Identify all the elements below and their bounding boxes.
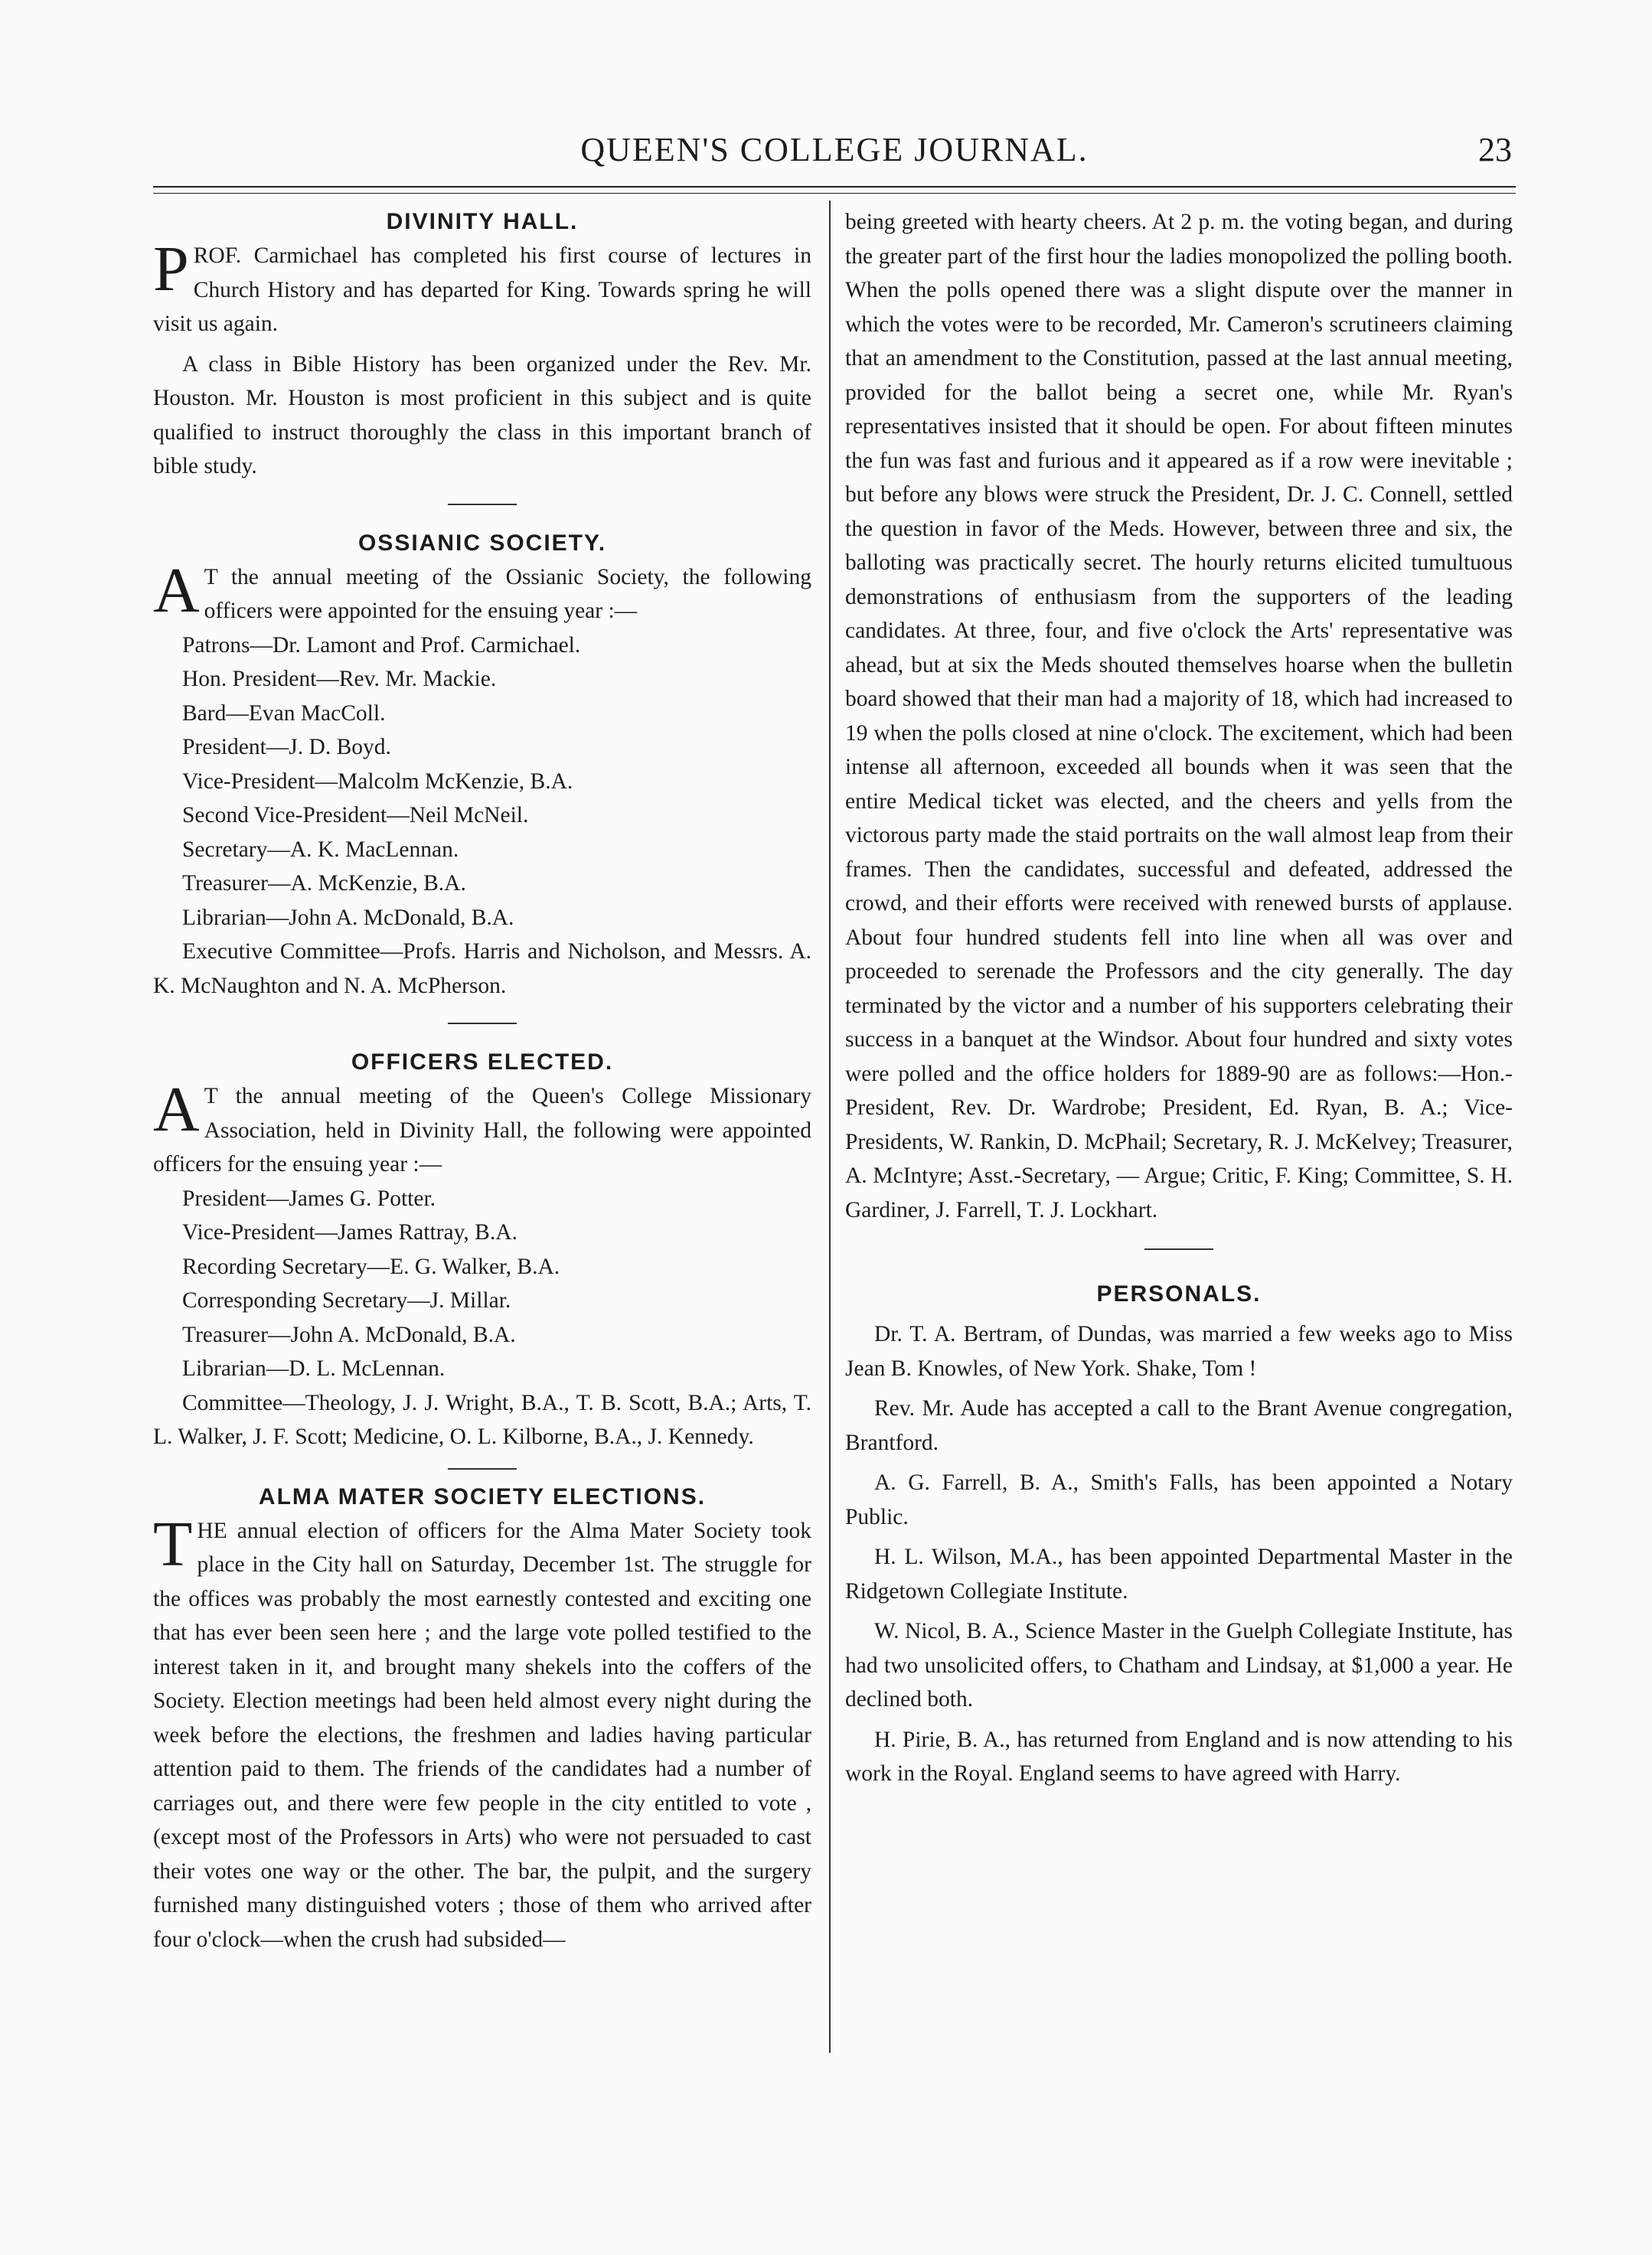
section-divider (448, 504, 517, 505)
officer-entry: Vice-President—Malcolm McKenzie, B.A. (182, 769, 573, 794)
drop-cap: P (153, 233, 189, 305)
column-divider (829, 201, 831, 2053)
right-column (845, 205, 1513, 1791)
left-column (153, 205, 811, 1956)
officer-entry: Vice-President—James Rattray, B.A. (182, 1220, 517, 1245)
personals-section (845, 1278, 1513, 1791)
header-rule (153, 186, 1516, 188)
alma-mater-text-left (153, 1508, 811, 1957)
divinity-paragraph-1 (153, 233, 811, 341)
drop-cap: A (153, 554, 200, 626)
personal-item: H. Pirie, B. A., has returned from England and is now attending to his work in the Royal. England seems to have agreed with Harry. (845, 1727, 1513, 1786)
officers-elected-section (153, 1046, 811, 1454)
officer-entry: Bard—Evan MacColl. (182, 700, 386, 726)
section-divider (448, 1468, 517, 1470)
drop-cap: A (153, 1074, 200, 1145)
officer-entry: Treasurer—John A. McDonald, B.A. (182, 1322, 516, 1347)
paragraph-text: HE annual election of officers for the Alma Mater Society took place in the City hall on Saturday, December 1st. The struggle for the offices was probably the most earnestly contested and exciting one that has ever been seen here ; and the large vote polled testified to the interest taken in it, and brought many shekels into the coffers of the Society. Election meetings had been held almost every night during the week before the elections, the freshmen and ladies having particular attention paid to them. The friends of the candidates had a number of carriages out, and there were few people in the city entitled to vote , (except most of the Professors in Arts) who were not persuaded to cast their votes one way or the other. The bar, the pulpit, and the surgery furnished many distinguished voters ; those of them who arrived after four o'clock—when the crush had subsided— (153, 1518, 811, 1952)
section-heading-divinity-hall: DIVINITY HALL. (386, 209, 579, 234)
personal-item: H. L. Wilson, M.A., has been appointed Departmental Master in the Ridgetown Collegiate Institute. (845, 1545, 1513, 1604)
officer-entry: Executive Committee—Profs. Harris and Nicholson, and Messrs. A. K. McNaughton and N. A. McPherson. (153, 939, 811, 998)
section-heading-ossianic-society: OSSIANIC SOCIETY. (357, 530, 607, 556)
drop-cap: T (153, 1508, 193, 1580)
page-header (157, 130, 1512, 184)
officer-entry: Treasurer—A. McKenzie, B.A. (182, 871, 466, 896)
section-heading-officers-elected: OFFICERS ELECTED. (351, 1049, 614, 1075)
paragraph-text: T the annual meeting of the Queen's College Missionary Association, held in Divinity Hall, the following were appointed officers for the ensuing year :— (153, 1084, 811, 1176)
officer-entry: Secretary—A. K. MacLennan. (182, 837, 459, 862)
paragraph-text: ROF. Carmichael has completed his first course of lectures in Church History and has departed for King. Towards spring he will visit us again. (153, 243, 811, 336)
header-rule-thin (153, 193, 1516, 194)
section-divider (448, 1023, 517, 1024)
section-heading-personals: PERSONALS. (1096, 1281, 1262, 1307)
divinity-hall-section (153, 205, 811, 484)
officer-entry: Recording Secretary—E. G. Walker, B.A. (182, 1254, 560, 1279)
section-heading-alma-mater: ALMA MATER SOCIETY ELECTIONS. (258, 1483, 707, 1509)
alma-mater-text-right: being greeted with hearty cheers. At 2 p. m. the voting began, and during the greater part of the first hour the ladies monopolized the polling booth. When the polls opened there was a slight dispute over the manner in which the votes were to be recorded, Mr. Cameron's scrutineers claiming that an amendment to the Constitution, passed at the last annual meeting, provided for the ballot being a secret one, while Mr. Ryan's representatives insisted that it should be open. For about fifteen minutes the fun was fast and furious and it appeared as if a row were inevitable ; but before any blows were struck the President, Dr. J. C. Connell, settled the question in favor of the Meds. However, between three and six, the balloting was practically secret. The hourly returns elicited tumultuous demonstrations of enthusiasm from the supporters of the leading candidates. At three, four, and five o'clock the Arts' representative was ahead, but at six the Meds shouted themselves hoarse when the bulletin board showed that their man had a majority of 18, which had increased to 19 when the polls closed at nine o'clock. The excitement, which had been intense all afternoon, exceeded all bounds when it was seen that the entire Medical ticket was elected, and the cheers and yells from the victorous party made the staid portraits on the wall almost leap from their frames. Then the candidates, successful and defeated, addressed the crowd, and their efforts were received with renewed bursts of applause. About four hundred students fell into line when all was over and proceeded to serenade the Professors and the city generally. The day terminated by the victor and a number of his supporters celebrating their success in a banquet at the Windsor. About four hundred and sixty votes were polled and the office holders for 1889-90 are as follows:—Hon.-President, Rev. Dr. Wardrobe; President, Ed. Ryan, B. A.; Vice-Presidents, W. Rankin, D. McPhail; Secretary, R. J. McKelvey; Treasurer, A. McIntyre; Asst.-Secretary, — Argue; Critic, F. King; Committee, S. H. Gardiner, J. Farrell, T. J. Lockhart. (845, 210, 1513, 1222)
paragraph-text: T the annual meeting of the Ossianic Society, the following officers were appointed for the ensuing year :— (204, 564, 811, 623)
alma-mater-section (153, 1480, 811, 1957)
journal-title: QUEEN'S COLLEGE JOURNAL. (580, 131, 1089, 168)
personal-item: W. Nicol, B. A., Science Master in the Guelph Collegiate Institute, has had two unsolicited offers, to Chatham and Lindsay, at $1,000 a year. He declined both. (845, 1619, 1513, 1712)
officer-entry: Second Vice-President—Neil McNeil. (182, 803, 529, 827)
officer-entry: Corresponding Secretary—J. Millar. (182, 1288, 511, 1313)
officer-entry: Librarian—John A. McDonald, B.A. (182, 905, 514, 930)
ossianic-society-section (153, 527, 811, 1003)
officer-entry: President—James G. Potter. (182, 1186, 436, 1211)
ossianic-intro (153, 554, 811, 628)
officer-entry: Patrons—Dr. Lamont and Prof. Carmichael. (182, 632, 581, 658)
officer-entry: President—J. D. Boyd. (182, 735, 391, 759)
officer-entry: Librarian—D. L. McLennan. (182, 1356, 446, 1381)
personal-item: Dr. T. A. Bertram, of Dundas, was married a few weeks ago to Miss Jean B. Knowles, of New York. Shake, Tom ! (845, 1322, 1513, 1381)
officer-entry: Hon. President—Rev. Mr. Mackie. (182, 667, 497, 691)
officers-elected-intro (153, 1074, 811, 1182)
officer-entry: Committee—Theology, J. J. Wright, B.A., T. B. Scott, B.A.; Arts, T. L. Walker, J. F. Scott; Medicine, O. L. Kilborne, B.A., J. Kennedy. (153, 1390, 811, 1449)
section-divider (1144, 1248, 1213, 1250)
personal-item: A. G. Farrell, B. A., Smith's Falls, has been appointed a Notary Public. (845, 1470, 1513, 1529)
divinity-paragraph-2: A class in Bible History has been organized under the Rev. Mr. Houston. Mr. Houston is most proficient in this subject and is quite qualified to instruct thoroughly the class in this important branch of bible study. (153, 351, 811, 478)
page-number: 23 (1478, 131, 1512, 168)
personal-item: Rev. Mr. Aude has accepted a call to the Brant Avenue congregation, Brantford. (845, 1396, 1513, 1455)
